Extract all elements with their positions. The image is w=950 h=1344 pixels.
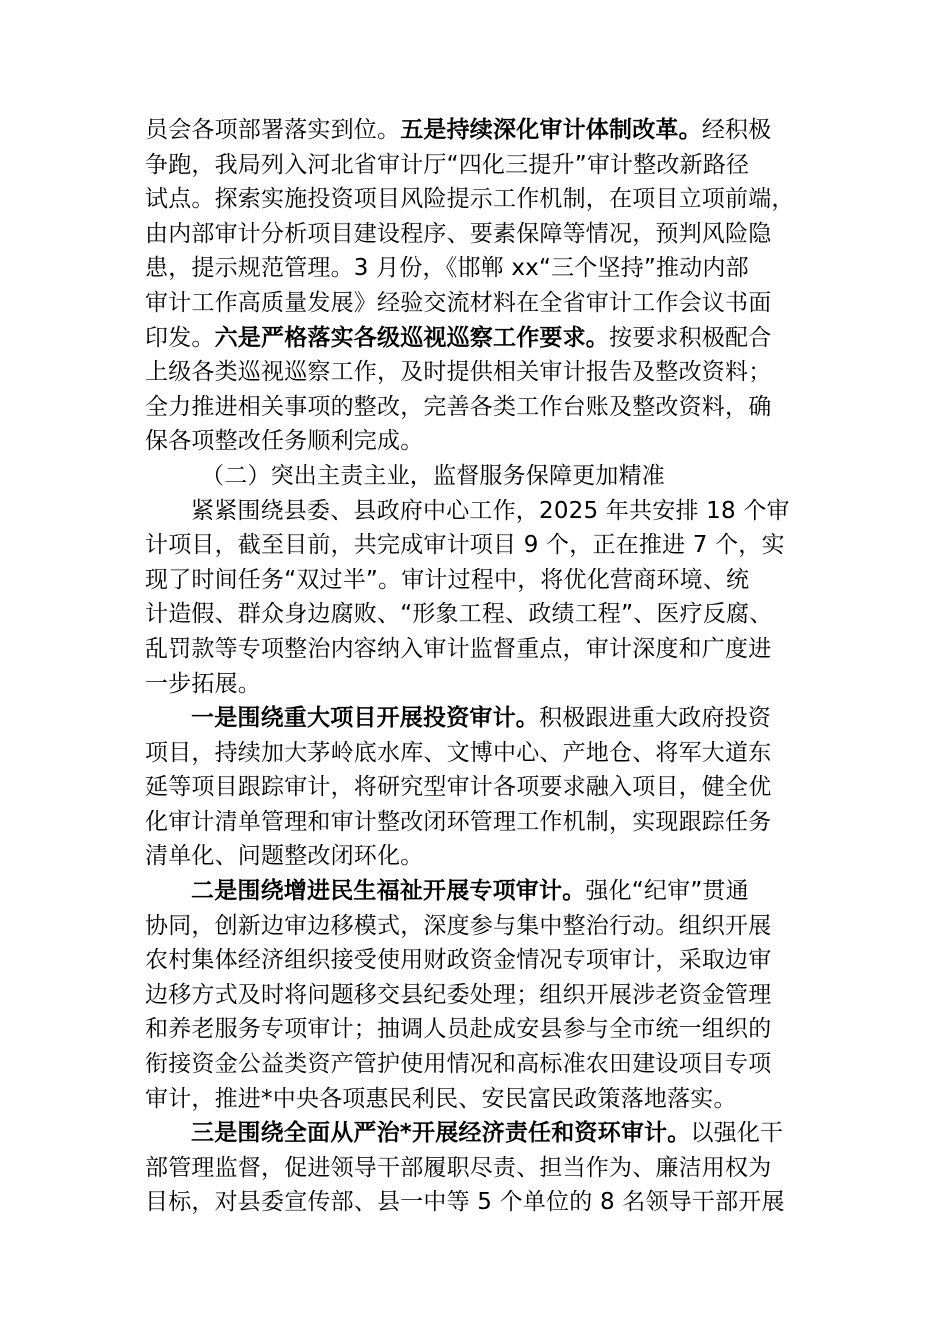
text-segment: 现了时间任务“双过半”。审计过程中，将优化营商环境、统 — [145, 566, 750, 593]
text-line — [145, 701, 817, 736]
text-segment: 一步拓展。 — [145, 670, 261, 697]
text-segment: 试点。探索实施投资项目风险提示工作机制，在项目立项前端， — [145, 186, 795, 213]
text-segment: 乱罚款等专项整治内容纳入审计监督重点，审计深度和广度进 — [145, 635, 772, 662]
text-segment: 由内部审计分析项目建设程序、要素保障等情况，预判风险隐 — [145, 220, 772, 247]
text-segment: 审计，推进*中央各项惠民利民、安民富民政策落地落实。 — [145, 1085, 737, 1112]
text-line — [145, 528, 817, 563]
text-line — [145, 217, 817, 252]
text-segment: 积极跟进重大政府投资 — [539, 705, 771, 732]
text-segment: 项目，持续加大茅岭底水库、文博中心、产地仓、将军大道东 — [145, 739, 772, 766]
text-line — [145, 424, 817, 459]
text-line — [145, 494, 817, 529]
text-segment: 审计工作高质量发展》经验交流材料在全省审计工作会议书面 — [145, 289, 772, 316]
bold-lead-phrase: 二是围绕增进民生福祉开展专项审计。 — [191, 878, 586, 905]
text-segment: 计项目，截至目前，共完成审计项目 9 个，正在推进 7 个，实 — [145, 532, 785, 559]
text-line — [145, 667, 817, 702]
text-line — [145, 563, 817, 598]
section-heading — [145, 459, 817, 494]
text-line — [145, 597, 817, 632]
text-line — [145, 390, 817, 425]
text-line — [145, 355, 817, 390]
text-segment: 争跑，我局列入河北省审计厅“四化三提升”审计整改新路径 — [145, 151, 750, 178]
text-segment: 部管理监督，促进领导干部履职尽责、担当作为、廉洁用权为 — [145, 1154, 772, 1181]
text-line — [145, 286, 817, 321]
text-line — [145, 632, 817, 667]
bold-lead-phrase: 六是严格落实各级巡视巡察工作要求。 — [214, 324, 610, 351]
text-line — [145, 874, 817, 909]
text-line — [145, 770, 817, 805]
text-segment: 边移方式及时将问题移交县纪委处理；组织开展涉老资金管理 — [145, 981, 772, 1008]
text-line — [145, 1151, 817, 1186]
text-segment: 清单化、问题整改闭环化。 — [145, 843, 424, 870]
text-line — [145, 113, 817, 148]
text-segment: 协同，创新边审边移模式，深度参与集中整治行动。组织开展 — [145, 912, 772, 939]
bold-lead-phrase: 五是持续深化审计体制改革。 — [400, 117, 702, 143]
text-line — [145, 943, 817, 978]
text-line — [145, 1012, 817, 1047]
text-line — [145, 736, 817, 771]
bold-lead-phrase: 一是围绕重大项目开展投资审计。 — [191, 705, 539, 732]
text-segment: 延等项目跟踪审计，将研究型审计各项要求融入项目，健全优 — [145, 774, 772, 801]
text-line — [145, 805, 817, 840]
text-line — [145, 839, 817, 874]
text-segment: 计造假、群众身边腐败、“形象工程、政绩工程”、医疗反腐、 — [145, 601, 773, 628]
bold-lead-phrase: 三是围绕全面从严治*开展经济责任和资环审计。 — [191, 1120, 691, 1147]
text-segment: 按要求积极配合 — [609, 324, 772, 351]
text-line — [145, 148, 817, 183]
text-line — [145, 182, 817, 217]
text-segment: 以强化干 — [690, 1120, 784, 1147]
text-segment: 紧紧围绕县委、县政府中心工作，2025 年共安排 18 个审 — [191, 497, 790, 524]
text-segment: 衔接资金公益类资产管护使用情况和高标准农田建设项目专项 — [145, 1051, 772, 1078]
text-segment: 印发。 — [145, 324, 215, 351]
document-page — [145, 113, 817, 1220]
text-segment: 上级各类巡视巡察工作，及时提供相关审计报告及整改资料； — [145, 359, 772, 386]
text-segment: 化审计清单管理和审计整改闭环管理工作机制，实现跟踪任务 — [145, 808, 772, 835]
text-segment: 员会各项部署落实到位。 — [145, 117, 401, 143]
text-segment: 保各项整改任务顺利完成。 — [145, 428, 424, 455]
text-line — [145, 1185, 817, 1220]
text-line — [145, 321, 817, 356]
text-line — [145, 1116, 817, 1151]
text-segment: 经积极 — [701, 117, 772, 143]
text-segment: 全力推进相关事项的整改，完善各类工作台账及整改资料，确 — [145, 393, 772, 420]
text-line — [145, 251, 817, 286]
text-segment: 目标，对县委宣传部、县一中等 5 个单位的 8 名领导干部开展 — [145, 1189, 785, 1216]
text-segment: 和养老服务专项审计；抽调人员赴成安县参与全市统一组织的 — [145, 1016, 772, 1043]
text-line — [145, 1047, 817, 1082]
text-line — [145, 978, 817, 1013]
text-line — [145, 1082, 817, 1117]
text-segment: 农村集体经济组织接受使用财政资金情况专项审计，采取边审 — [145, 947, 772, 974]
text-line — [145, 909, 817, 944]
text-segment: 强化“纪审”贯通 — [585, 878, 749, 905]
text-segment: （二）突出主责主业，监督服务保障更加精准 — [201, 462, 665, 489]
text-segment: 患，提示规范管理。3 月份，《邯郸 xx“三个坚持”推动内部 — [145, 255, 749, 282]
